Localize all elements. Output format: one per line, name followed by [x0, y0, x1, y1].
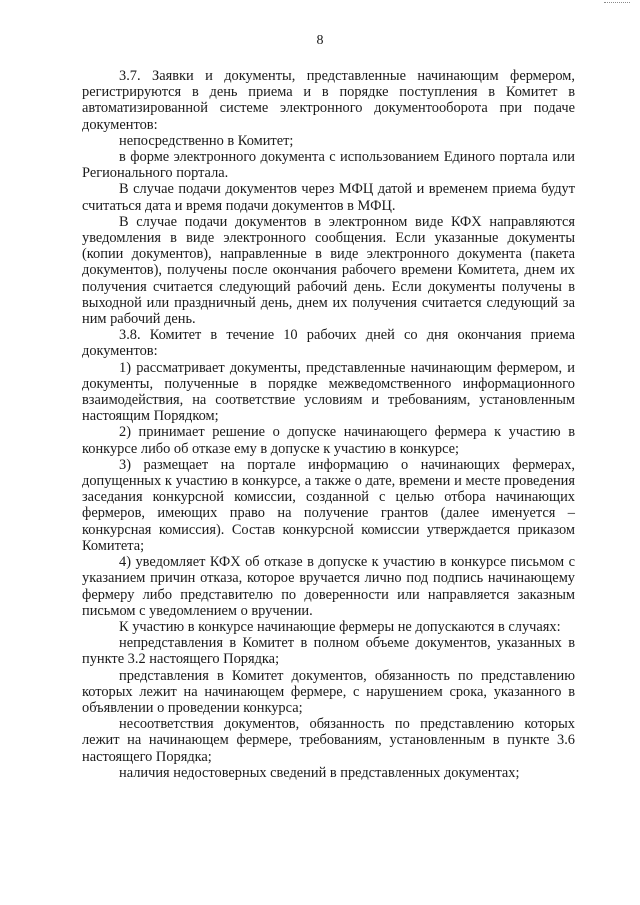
- list-item-3: 3) размещает на портале информацию о начинающих фермерах, допущенных к участию в конкурсе, а также о дате, времени и месте проведения заседания конкурсной комиссии, созданной с целью отбора начинающих фермеров, имеющих право на получение грантов (далее именуется – конкурсная комиссия). Состав конкурсной комиссии утверждается приказом Комитета;: [82, 456, 575, 554]
- paragraph-3-7: 3.7. Заявки и документы, представленные начинающим фермером, регистрируются в день приема и в порядке поступления в Комитет в автоматизированной системе электронного документооборота при подаче документов:: [82, 68, 575, 133]
- paragraph-directly: непосредственно в Комитет;: [119, 132, 294, 149]
- paragraph-3-8: 3.8. Комитет в течение 10 рабочих дней со дня окончания приема документов:: [82, 327, 575, 360]
- scan-corner-mark: [604, 2, 630, 5]
- reason-nonconformity: несоответствия документов, обязанность по представлению которых лежит на начинающем фермере, требованиям, установленным в пункте 3.6 настоящего Порядка;: [82, 716, 575, 765]
- list-item-1: 1) рассматривает документы, представленные начинающим фермером, и документы, полученные в порядке межведомственного информационного взаимодействия, на соответствие условиям и требованиям, установленным настоящим Порядком;: [82, 359, 575, 425]
- paragraph-not-admitted: К участию в конкурсе начинающие фермеры не допускаются в случаях:: [119, 618, 561, 635]
- list-item-2: 2) принимает решение о допуске начинающего фермера к участию в конкурсе либо об отказе ему в допуске к участию в конкурсе;: [82, 424, 575, 457]
- reason-late-submission: представления в Комитет документов, обязанность по представлению которых лежит на начинающем фермере, с нарушением срока, указанного в объявлении о проведении конкурса;: [82, 667, 575, 716]
- paragraph-electronic-form: в форме электронного документа с использованием Единого портала или Регионального портала.: [82, 149, 575, 182]
- list-item-4: 4) уведомляет КФХ об отказе в допуске к участию в конкурсе письмом с указанием причин отказа, которое вручается лично под подпись начинающему фермеру либо представителю по доверенности или направляется заказным письмом с уведомлением о вручении.: [82, 554, 575, 619]
- document-body: [82, 68, 575, 781]
- reason-incomplete-docs: непредставления в Комитет в полном объеме документов, указанных в пункте 3.2 настоящего Порядка;: [82, 635, 575, 668]
- paragraph-mfc: В случае подачи документов через МФЦ датой и временем приема будут считаться дата и время подачи документов в МФЦ.: [82, 181, 575, 214]
- paragraph-electronic-notice: В случае подачи документов в электронном виде КФХ направляются уведомления в виде электронного сообщения. Если указанные документы (копии документов), направленные в виде электронного документа (пакета документов), получены после окончания рабочего времени Комитета, днем их получения считается следующий рабочий день. Если документы получены в выходной или праздничный день, днем их получения считается следующий за ним рабочий день.: [82, 213, 575, 328]
- page-number: 8: [316, 33, 324, 48]
- reason-false-info: наличия недостоверных сведений в представленных документах;: [119, 764, 520, 781]
